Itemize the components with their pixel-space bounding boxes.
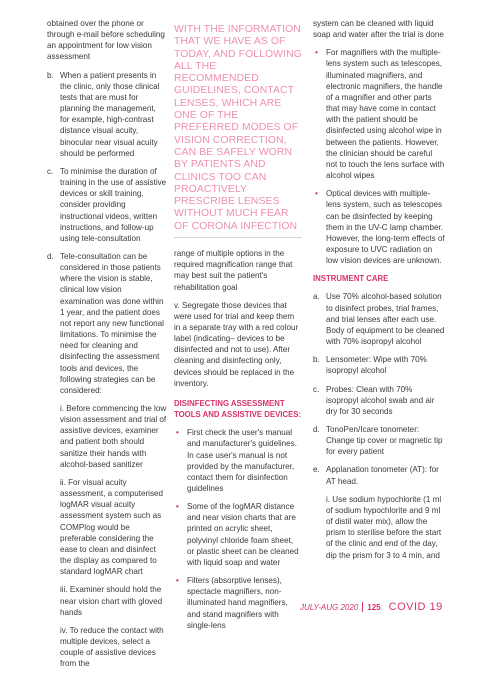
list-item xyxy=(47,166,167,244)
bullet-text: First check the user's manual and manufacturer's guidelines. In case user's manual is not provided by the manufacturer, contact them for disinfection guidelines xyxy=(187,428,297,494)
bullet-item xyxy=(313,47,445,181)
list-text: TonoPen/Icare tonometer: Change tip cover or magnetic tip for every patient xyxy=(326,425,443,457)
list-text: Tele-consultation can be considered in those patients where the vision is stable, clinical low vision examination was done within 1 year, and the patient does not report any new functional limitations. To minimise the need for cleaning and disinfecting the assessment tools and devices, the following strategies can be considered: xyxy=(60,251,164,395)
list-text: Lensometer: Wipe with 70% isopropyl alcohol xyxy=(326,355,427,376)
pull-quote: WITH THE INFORMATION THAT WE HAVE AS OF TODAY, AND FOLLOWING ALL THE RECOMMENDED GUIDELINES, CONTACT LENSES, WHICH ARE ONE OF THE PREFERRED MODES OF VISION CORRECTION, CAN BE SAFELY WORN BY PATIENTS AND CLINICS TOO CAN PROACTIVELY PRESCRIBE LENSES WITHOUT MUCH FEAR OF CORONA INFECTION xyxy=(174,18,302,238)
bullet-text: Filters (absorptive lenses), spectacle magnifiers, non-illuminated hand magnifiers, and stand magnifiers with single-lens xyxy=(187,576,288,630)
bullet-item xyxy=(174,501,302,568)
column-1 xyxy=(47,18,167,676)
sub-item: v. Segregate those devices that were used for trial and keep them in a separate tray with a red colour label (indicating– devices to be disinfected and not to use). After cleaning and disinfecting only, devices should be replaced in the inventory. xyxy=(174,300,299,388)
bullet-text: Optical devices with multiple-lens system, such as telescopes can be disinfected by keeping them in the UV-C lamp chamber. However, the long-term effects of exposure to UVC radiation on low vision devices are unknown. xyxy=(326,189,445,266)
col3-bullets xyxy=(313,47,445,266)
footer-divider xyxy=(362,602,363,612)
list-text: When a patient presents in the clinic, only those clinical tests that are must for planning the management, for example, high-contrast distance visual acuity, binocular near visual acuity should be performed xyxy=(60,70,160,158)
list-marker: d. xyxy=(47,251,54,261)
list-item xyxy=(313,354,445,376)
list-marker: d. xyxy=(313,425,320,434)
sub-item: i. Use sodium hypochlorite (1 ml of sodium hypochlorite and 9 ml of distil water mix), allow the prism to sterilise before the start of the clinic and end of the day, dip the prism for 3 to 4 min, and xyxy=(326,494,442,560)
issue-date: JULY-AUG 2020 xyxy=(300,602,359,612)
list-marker: c. xyxy=(313,384,320,394)
column-2 xyxy=(174,18,302,638)
bullet-item xyxy=(174,427,302,494)
col2-bullets xyxy=(174,427,302,631)
section-heading: INSTRUMENT CARE xyxy=(313,274,389,284)
col1-continuation: obtained over the phone or through e-mail before scheduling an appointment for low vision assessment xyxy=(47,19,165,62)
list-item xyxy=(313,464,445,560)
bullet-item xyxy=(174,575,302,631)
bullet-item xyxy=(313,188,445,266)
section-label: COVID 19 xyxy=(388,601,443,613)
bullet-icon: • xyxy=(176,502,179,512)
sub-item: iii. Examiner should hold the near vision chart with gloved hands xyxy=(60,585,163,617)
section-heading: DISINFECTING ASSESSMENT TOOLS AND ASSISTIVE DEVICES: xyxy=(174,398,302,420)
list-marker: e. xyxy=(313,465,320,475)
sub-item: ii. For visual acuity assessment, a computerised logMAR visual acuity assessment system such as COMPlog would be preferable considering the ease to clean and disinfect the display as compared to standard logMAR chart xyxy=(60,477,164,577)
bullet-icon: • xyxy=(176,576,179,586)
list-marker: c. xyxy=(47,166,54,176)
list-marker: a. xyxy=(313,292,320,302)
col3-list xyxy=(313,291,445,560)
col1-list xyxy=(47,70,167,670)
list-item xyxy=(47,251,167,669)
page-number: 125 xyxy=(367,602,381,612)
bullet-icon: • xyxy=(315,48,318,58)
list-item xyxy=(47,70,167,159)
list-text: To minimise the duration of training in the use of assistive devices or skill training, consider providing instructional videos, written instructions, and follow-up using tele-consultation xyxy=(60,166,167,243)
list-text: Probes: Clean with 70% isopropyl alcohol swab and air dry for 30 seconds xyxy=(326,384,435,416)
list-text: Use 70% alcohol-based solution to disinfect probes, trial frames, and trial lenses after each use. Body of equipment to be cleaned with 70% isopropyl alcohol xyxy=(326,292,445,347)
list-item xyxy=(313,384,445,417)
column-3 xyxy=(313,18,445,568)
list-marker: b. xyxy=(313,355,320,365)
bullet-text: Some of the logMAR distance and near vision charts that are printed on acrylic sheet, polyvinyl chloride foam sheet, or plastic sheet can be cleaned with liquid soap and water xyxy=(187,502,299,567)
col3-continuation: system can be cleaned with liquid soap and water after the trial is done xyxy=(313,19,444,40)
list-item xyxy=(313,424,445,457)
list-text: Applanation tonometer (AT): for AT head. xyxy=(326,465,439,486)
bullet-icon: • xyxy=(176,428,179,438)
sub-item: i. Before commencing the low vision assessment and trial of assistive devices, examiner and patient both should sanitize their hands with alcohol-based sanitizer xyxy=(60,404,167,469)
list-item xyxy=(313,291,445,347)
col2-continuation: range of multiple options in the required magnification range that may best suit the patient's rehabilitation goal xyxy=(174,249,293,292)
page-footer xyxy=(300,600,460,614)
bullet-text: For magnifiers with the multiple-lens system such as telescopes, illuminated magnifiers, and electronic magnifiers, the handle of a magnifier and other parts that may have come in contact with the patient should be disinfected using alcohol wipe in between the patients. However, the clinician should be careful not to touch the lens surface with alcohol wipes xyxy=(326,48,445,181)
list-marker: b. xyxy=(47,70,54,80)
bullet-icon: • xyxy=(315,189,318,199)
sub-item: iv. To reduce the contact with multiple devices, select a couple of assistive devices from the xyxy=(60,625,164,669)
